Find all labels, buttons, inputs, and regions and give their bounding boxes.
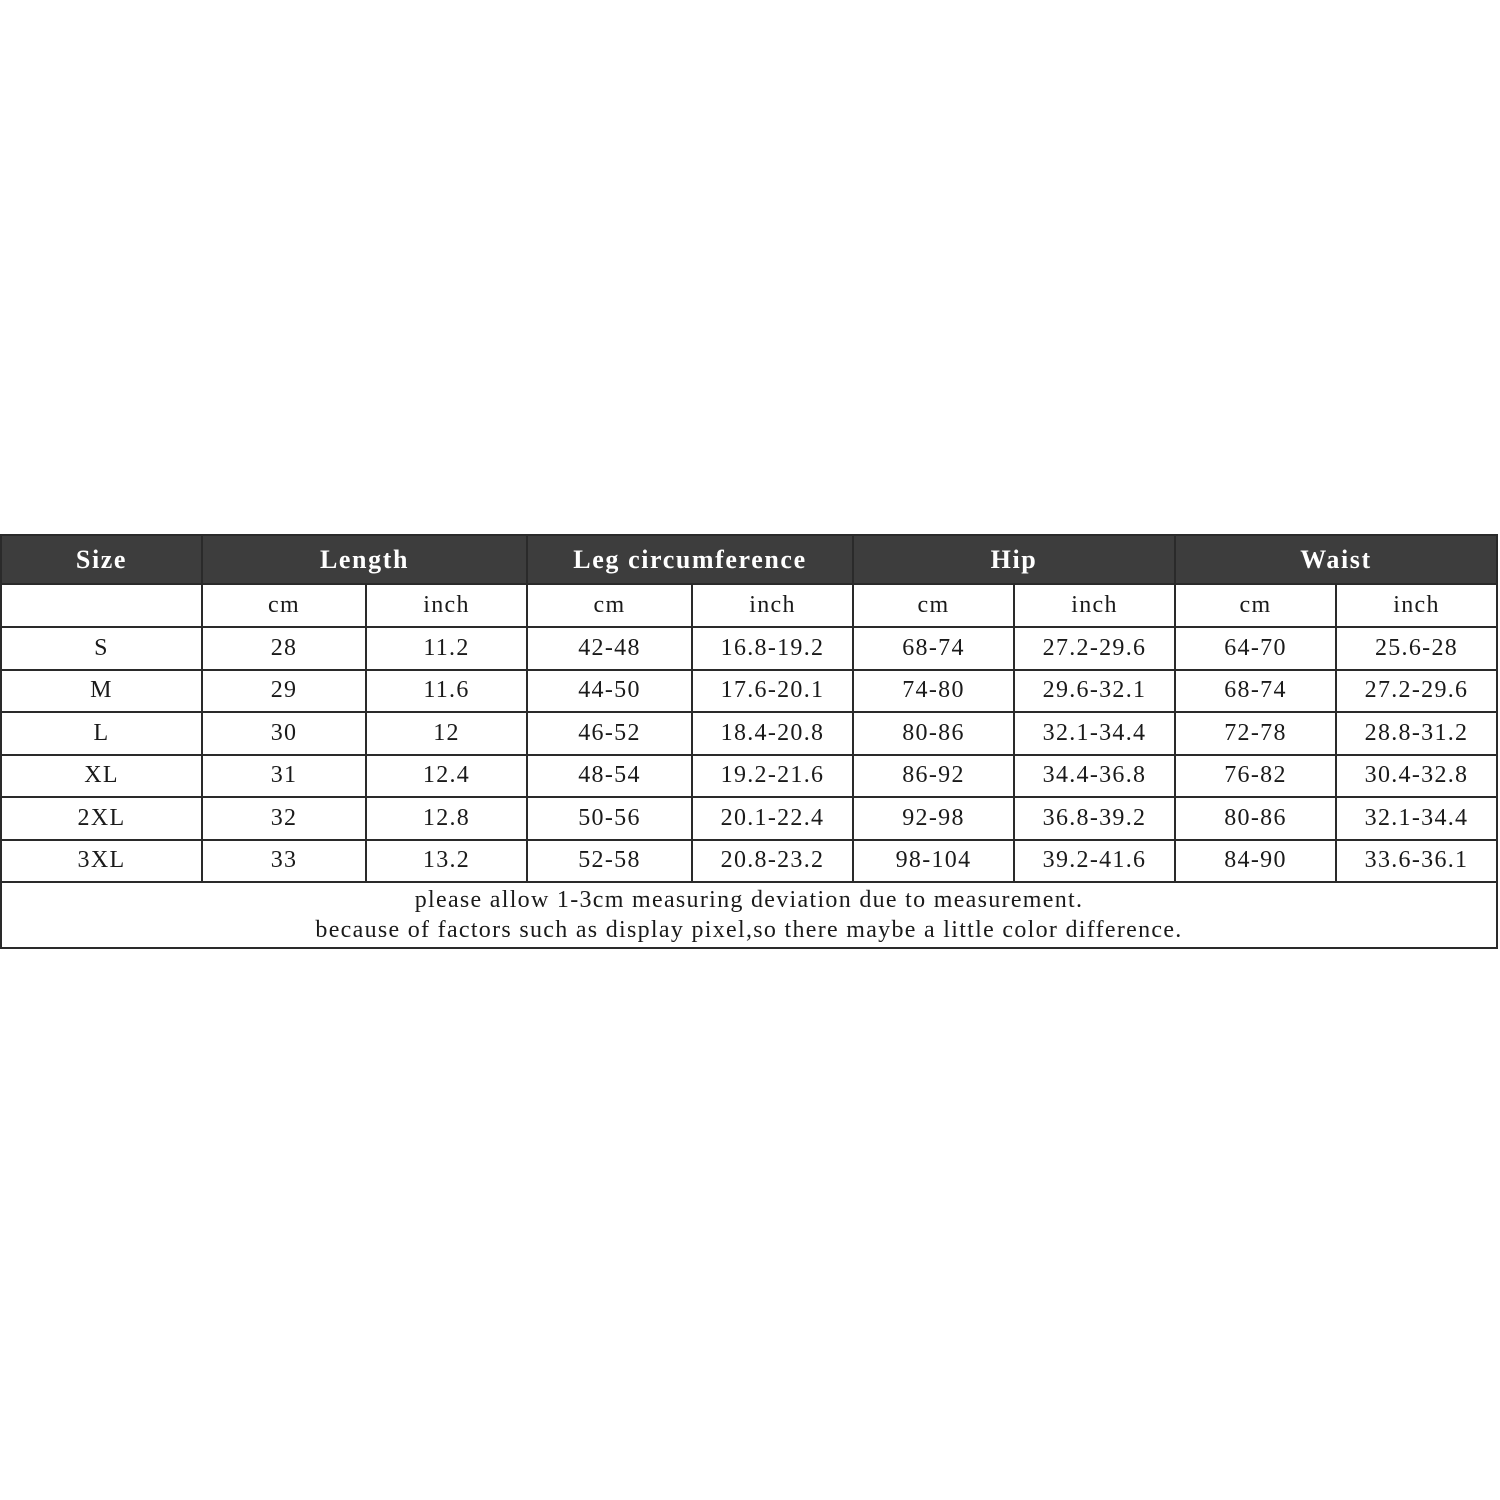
leg-cm-value: 48-54 — [527, 755, 692, 798]
size-row-2xl — [1, 797, 1497, 840]
hip-cm-value: 68-74 — [853, 627, 1014, 670]
measurement-note-row — [1, 882, 1497, 948]
waist-header: Waist — [1175, 535, 1497, 584]
hip-cm-value: 98-104 — [853, 840, 1014, 883]
leg-cm-value: 44-50 — [527, 670, 692, 713]
length-inch-value: 12.4 — [366, 755, 527, 798]
leg-inch-unit: inch — [692, 584, 853, 627]
waist-inch-value: 33.6-36.1 — [1336, 840, 1497, 883]
leg-inch-value: 20.8-23.2 — [692, 840, 853, 883]
length-cm-value: 32 — [202, 797, 366, 840]
hip-inch-value: 34.4-36.8 — [1014, 755, 1175, 798]
leg-inch-value: 19.2-21.6 — [692, 755, 853, 798]
waist-inch-unit: inch — [1336, 584, 1497, 627]
hip-cm-unit: cm — [853, 584, 1014, 627]
hip-inch-value: 29.6-32.1 — [1014, 670, 1175, 713]
leg-inch-value: 17.6-20.1 — [692, 670, 853, 713]
units-empty-cell — [1, 584, 202, 627]
hip-inch-value: 39.2-41.6 — [1014, 840, 1175, 883]
size-row-s — [1, 627, 1497, 670]
size-chart-table — [0, 534, 1498, 949]
waist-inch-value: 28.8-31.2 — [1336, 712, 1497, 755]
waist-cm-value: 80-86 — [1175, 797, 1336, 840]
leg-circumference-header: Leg circumference — [527, 535, 853, 584]
size-header: Size — [1, 535, 202, 584]
hip-cm-value: 86-92 — [853, 755, 1014, 798]
length-inch-value: 13.2 — [366, 840, 527, 883]
waist-cm-value: 72-78 — [1175, 712, 1336, 755]
leg-cm-value: 42-48 — [527, 627, 692, 670]
size-row-3xl — [1, 840, 1497, 883]
hip-inch-value: 32.1-34.4 — [1014, 712, 1175, 755]
size-label: L — [1, 712, 202, 755]
waist-cm-value: 68-74 — [1175, 670, 1336, 713]
size-row-l — [1, 712, 1497, 755]
measurement-note — [1, 882, 1497, 948]
size-label: S — [1, 627, 202, 670]
length-cm-value: 33 — [202, 840, 366, 883]
waist-inch-value: 32.1-34.4 — [1336, 797, 1497, 840]
hip-cm-value: 74-80 — [853, 670, 1014, 713]
hip-cm-value: 92-98 — [853, 797, 1014, 840]
length-cm-value: 29 — [202, 670, 366, 713]
waist-cm-unit: cm — [1175, 584, 1336, 627]
units-row — [1, 584, 1497, 627]
hip-inch-unit: inch — [1014, 584, 1175, 627]
length-header: Length — [202, 535, 527, 584]
length-inch-value: 12.8 — [366, 797, 527, 840]
header-row — [1, 535, 1497, 584]
length-cm-value: 28 — [202, 627, 366, 670]
length-cm-value: 30 — [202, 712, 366, 755]
leg-inch-value: 16.8-19.2 — [692, 627, 853, 670]
size-label: 2XL — [1, 797, 202, 840]
size-row-m — [1, 670, 1497, 713]
note-line-1: please allow 1-3cm measuring deviation due to measurement. — [414, 887, 1084, 913]
waist-inch-value: 27.2-29.6 — [1336, 670, 1497, 713]
hip-inch-value: 36.8-39.2 — [1014, 797, 1175, 840]
leg-cm-unit: cm — [527, 584, 692, 627]
length-inch-value: 11.6 — [366, 670, 527, 713]
length-inch-value: 11.2 — [366, 627, 527, 670]
waist-cm-value: 76-82 — [1175, 755, 1336, 798]
size-label: XL — [1, 755, 202, 798]
note-line-2: because of factors such as display pixel,so there maybe a little color difference. — [315, 917, 1183, 943]
hip-cm-value: 80-86 — [853, 712, 1014, 755]
size-label: 3XL — [1, 840, 202, 883]
hip-inch-value: 27.2-29.6 — [1014, 627, 1175, 670]
length-inch-value: 12 — [366, 712, 527, 755]
waist-cm-value: 84-90 — [1175, 840, 1336, 883]
leg-cm-value: 50-56 — [527, 797, 692, 840]
leg-inch-value: 18.4-20.8 — [692, 712, 853, 755]
leg-cm-value: 52-58 — [527, 840, 692, 883]
length-inch-unit: inch — [366, 584, 527, 627]
waist-cm-value: 64-70 — [1175, 627, 1336, 670]
waist-inch-value: 25.6-28 — [1336, 627, 1497, 670]
size-row-xl — [1, 755, 1497, 798]
leg-cm-value: 46-52 — [527, 712, 692, 755]
length-cm-value: 31 — [202, 755, 366, 798]
size-label: M — [1, 670, 202, 713]
hip-header: Hip — [853, 535, 1175, 584]
waist-inch-value: 30.4-32.8 — [1336, 755, 1497, 798]
length-cm-unit: cm — [202, 584, 366, 627]
leg-inch-value: 20.1-22.4 — [692, 797, 853, 840]
